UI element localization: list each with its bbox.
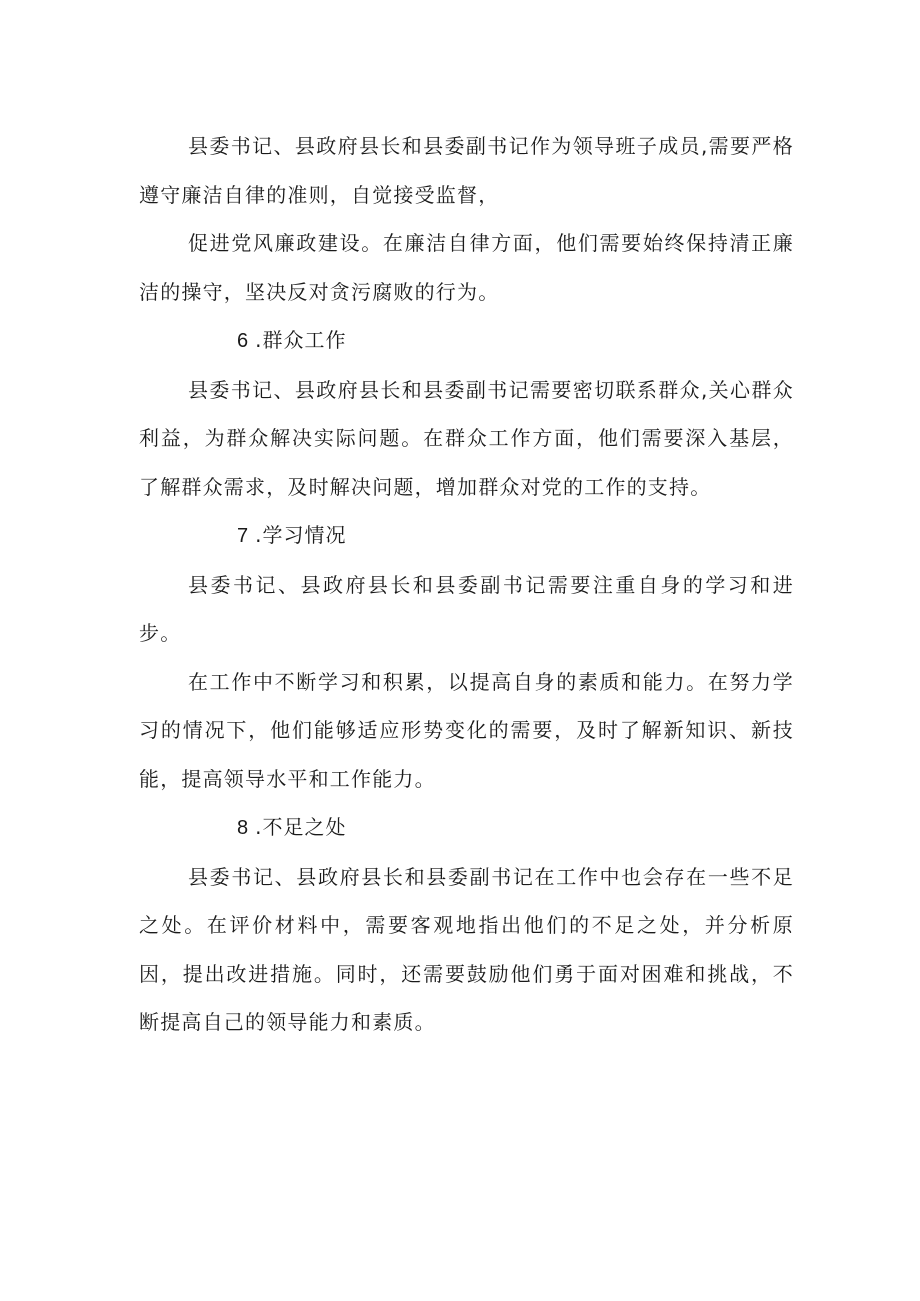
section-title: .学习情况: [255, 523, 347, 547]
paragraph-mass-work: 县委书记、县政府县长和县委副书记需要密切联系群众,关心群众利益，为群众解决实际问题。在群众工作方面，他们需要深入基层，了解群众需求，及时解决问题，增加群众对党的工作的支持。: [139, 377, 794, 499]
section-number: 8: [237, 817, 250, 839]
section-heading-study: [139, 511, 794, 561]
section-heading-shortcomings: [139, 803, 794, 853]
paragraph-integrity-2: 促进党风廉政建设。在廉洁自律方面，他们需要始终保持清正廉洁的操守，坚决反对贪污腐败的行为。: [139, 231, 794, 304]
document-body: [139, 122, 794, 1047]
section-title: .群众工作: [255, 328, 347, 352]
section-heading-mass-work: [139, 316, 794, 366]
section-number: 7: [237, 525, 250, 547]
section-title: .不足之处: [255, 815, 347, 839]
paragraph-study-1: 县委书记、县政府县长和县委副书记需要注重自身的学习和进步。: [139, 572, 794, 645]
paragraph-integrity-1: 县委书记、县政府县长和县委副书记作为领导班子成员,需要严格遵守廉洁自律的准则，自觉接受监督，: [139, 134, 794, 207]
section-number: 6: [237, 330, 250, 352]
paragraph-study-2: 在工作中不断学习和积累，以提高自身的素质和能力。在努力学习的情况下，他们能够适应形势变化的需要，及时了解新知识、新技能，提高领导水平和工作能力。: [139, 669, 794, 791]
paragraph-shortcomings: 县委书记、县政府县长和县委副书记在工作中也会存在一些不足之处。在评价材料中，需要客观地指出他们的不足之处，并分析原因，提出改进措施。同时，还需要鼓励他们勇于面对困难和挑战，不断提高自己的领导能力和素质。: [139, 864, 794, 1034]
